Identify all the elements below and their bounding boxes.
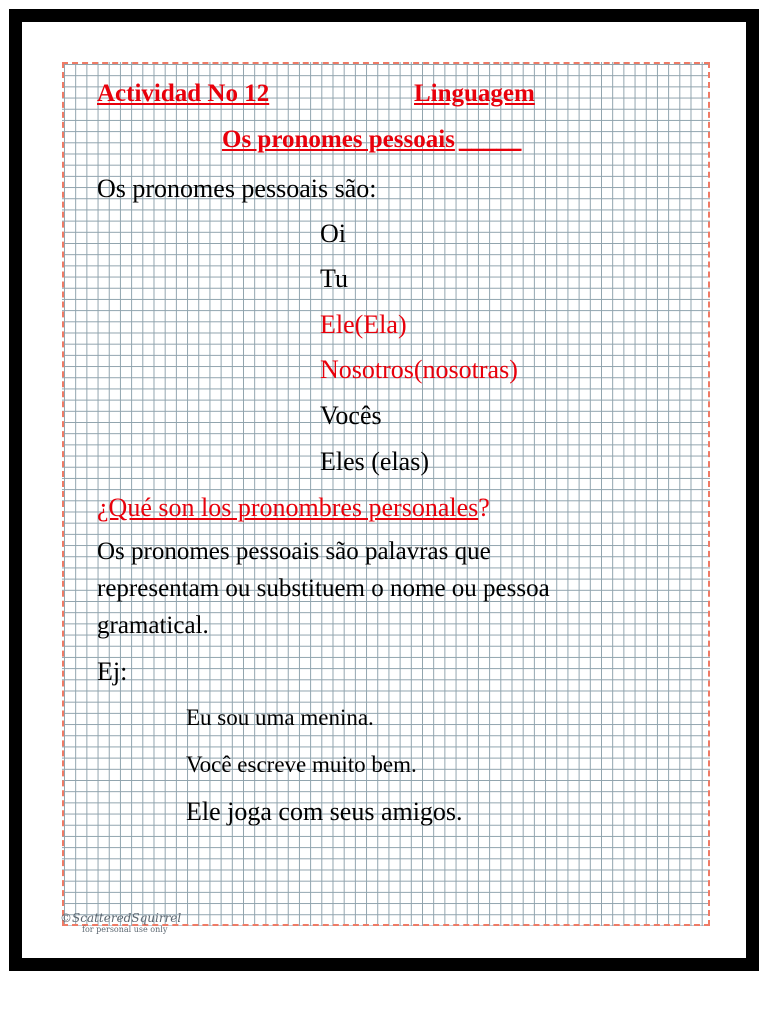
topic-title — [222, 126, 521, 154]
subject-title: Linguagem — [414, 80, 535, 107]
topic-title-text: Os pronomes pessoais — [222, 126, 455, 153]
pronoun-eles: Eles (elas) — [320, 447, 430, 476]
topic-title-blank: _____ — [458, 126, 522, 153]
pronoun-ele: Ele(Ela) — [320, 310, 407, 339]
examples-label: Ej: — [97, 657, 128, 686]
watermark-note: for personal use only — [82, 925, 168, 934]
definition-line-1: Os pronomes pessoais são palavras que — [97, 538, 491, 565]
question-text: ¿Qué son los pronombres personales — [97, 493, 479, 522]
watermark-brand: ©ScatteredSquirrel — [60, 911, 182, 925]
activity-title: Actividad No 12 — [97, 80, 270, 107]
pronoun-tu: Tu — [320, 264, 348, 293]
pronoun-nosotros: Nosotros(nosotras) — [320, 355, 518, 384]
watermark-logo — [60, 912, 181, 936]
definition-line-3: gramatical. — [97, 612, 209, 639]
pronoun-oi: Oi — [320, 219, 346, 248]
example-1: Eu sou uma menina. — [186, 705, 374, 730]
definition-line-2: representam ou substituem o nome ou pessoa — [97, 575, 550, 602]
example-2: Você escreve muito bem. — [186, 752, 417, 777]
question-heading — [97, 493, 490, 523]
question-mark: ? — [478, 493, 490, 522]
intro-text: Os pronomes pessoais são: — [97, 174, 377, 203]
example-3: Ele joga com seus amigos. — [186, 797, 463, 826]
pronoun-voces: Vocês — [320, 401, 382, 430]
